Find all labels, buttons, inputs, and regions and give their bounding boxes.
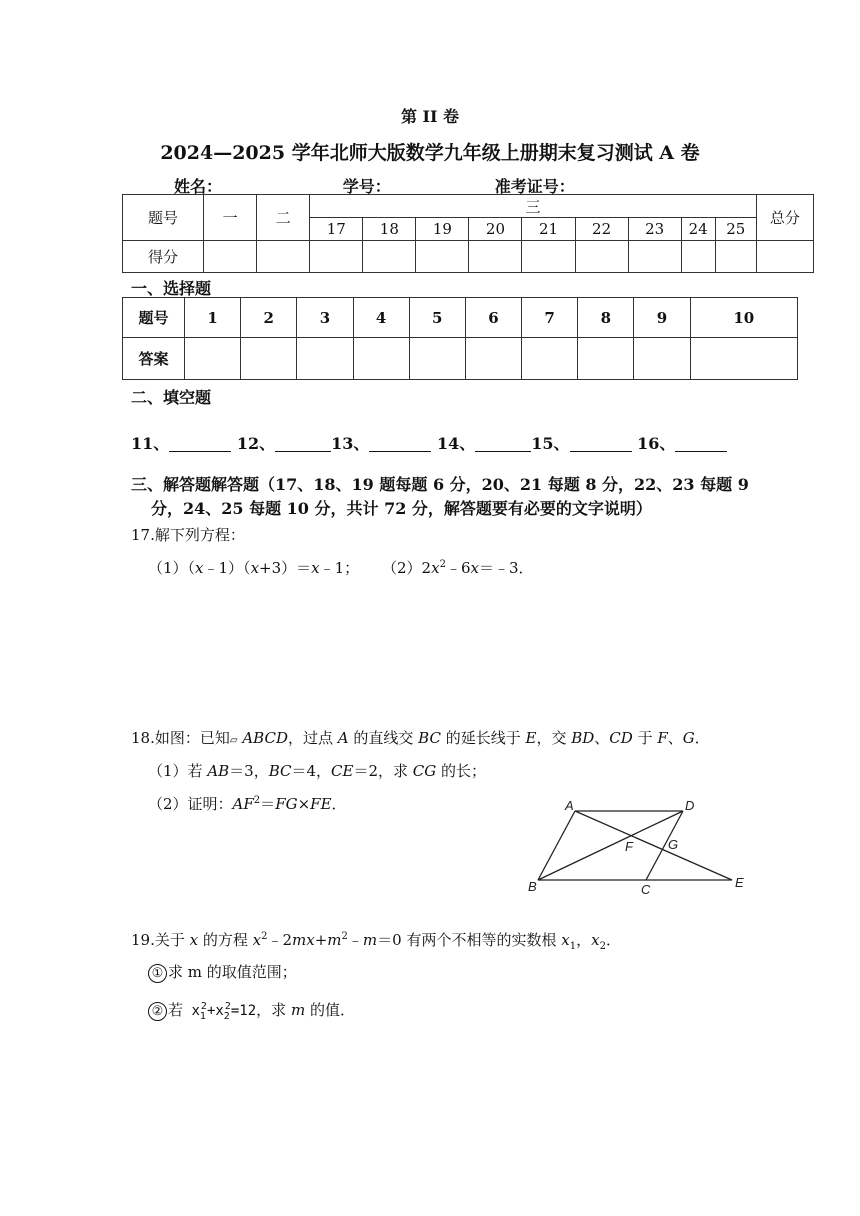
choice-number: 3 — [297, 298, 353, 338]
choice-answer-table — [122, 297, 798, 380]
answer-cell[interactable] — [185, 338, 241, 380]
id-blank[interactable] — [391, 178, 495, 195]
score-cell[interactable] — [363, 241, 416, 273]
choice-number: 2 — [241, 298, 297, 338]
segment-ab — [538, 811, 575, 880]
label-b: B — [528, 879, 537, 894]
label-d: D — [685, 798, 695, 813]
fill-blank-num: 13、 — [331, 434, 370, 453]
exam-no-label: 准考证号： — [494, 177, 575, 196]
label-c: C — [641, 882, 651, 897]
fill-blank[interactable] — [570, 435, 632, 452]
answer-cell[interactable] — [353, 338, 409, 380]
q18-stem: 18.如图：已知▱ ABCD，过点 A 的直线交 BC 的延长线于 E，交 BD、CD 于 F、G． — [131, 729, 710, 747]
parallelogram-figure — [520, 790, 760, 900]
choice-number: 7 — [522, 298, 578, 338]
choice-number: 4 — [353, 298, 409, 338]
answer-cell[interactable] — [241, 338, 297, 380]
choice-number: 5 — [409, 298, 465, 338]
q17-part2: $(2)2x^2﹣6x=﹣3$． — [382, 559, 534, 577]
score-subnum: 25 — [715, 218, 756, 241]
score-subnum: 21 — [522, 218, 575, 241]
fill-blank[interactable] — [675, 435, 727, 452]
choice-number: 10 — [690, 298, 797, 338]
score-table — [122, 194, 814, 273]
name-blank[interactable] — [222, 178, 326, 195]
score-subnum: 17 — [310, 218, 363, 241]
score-subnum: 18 — [363, 218, 416, 241]
q18-part2: （2）证明：$AF^2=FG\times FE$． — [148, 795, 347, 813]
answer-cell[interactable] — [465, 338, 521, 380]
score-cell[interactable] — [469, 241, 522, 273]
score-cell[interactable] — [204, 241, 257, 273]
answer-cell[interactable] — [578, 338, 634, 380]
fill-blank-num: 14、 — [437, 434, 476, 453]
fill-blank-line — [131, 431, 727, 454]
score-cell[interactable] — [628, 241, 681, 273]
q17-part1: （1）（x﹣1）（x+3）＝x﹣1； — [148, 559, 360, 577]
fill-blank-num: 16、 — [637, 434, 676, 453]
label-a: A — [565, 798, 574, 813]
choice-number: 1 — [185, 298, 241, 338]
score-cell[interactable] — [310, 241, 363, 273]
score-header-one: 一 — [204, 195, 257, 241]
fill-blank[interactable] — [275, 435, 331, 452]
score-header-three: 三 — [310, 195, 757, 218]
score-cell[interactable] — [681, 241, 715, 273]
label-g: G — [668, 837, 679, 852]
circled-number: ② — [148, 1002, 167, 1021]
choice-number: 6 — [465, 298, 521, 338]
answer-cell[interactable] — [634, 338, 690, 380]
score-cell[interactable] — [416, 241, 469, 273]
section3-heading-line1: 三、解答题解答题（17、18、19 题每题 6 分，20、21 每题 8 分，22、23 每题 9 — [131, 475, 749, 494]
score-header-two: 二 — [257, 195, 310, 241]
id-label: 学号： — [342, 177, 391, 196]
choice-number: 9 — [634, 298, 690, 338]
answer-cell[interactable] — [690, 338, 797, 380]
fill-blank-num: 11、 — [131, 434, 170, 453]
fill-blank[interactable] — [475, 435, 531, 452]
name-label: 姓名： — [174, 177, 223, 196]
exam-title: 2024—2025 学年北师大版数学九年级上册期末复习测试 A 卷 — [160, 142, 700, 164]
segment-ae — [575, 811, 732, 880]
score-header-tihao: 题号 — [123, 195, 204, 241]
volume-label: 第 II 卷 — [400, 107, 460, 126]
section2-heading: 二、填空题 — [131, 388, 212, 407]
score-subnum: 24 — [681, 218, 715, 241]
score-cell[interactable] — [522, 241, 575, 273]
q19-part1: ① 求 m 的取值范围； — [148, 961, 297, 983]
label-e: E — [735, 875, 744, 890]
choice-row-label: 题号 — [123, 298, 185, 338]
section3-heading-line2: 分，24、25 每题 10 分，共计 72 分，解答题要有必要的文字说明） — [151, 499, 652, 518]
score-cell[interactable] — [715, 241, 756, 273]
score-row-defen: 得分 — [123, 241, 204, 273]
q18-part1: （1）若 AB＝3，BC＝4，CE＝2，求 CG 的长； — [148, 762, 487, 780]
q17-stem: 17.解下列方程： — [131, 526, 245, 544]
q19-part2: ② 若 $x_1^2+x_2^2=12$，求 m 的值． — [148, 999, 355, 1022]
score-cell[interactable] — [756, 241, 813, 273]
circled-number: ① — [148, 964, 167, 983]
answer-cell[interactable] — [409, 338, 465, 380]
fill-blank-num: 15、 — [531, 434, 570, 453]
score-cell[interactable] — [257, 241, 310, 273]
fill-blank-num: 12、 — [236, 434, 276, 453]
score-subnum: 23 — [628, 218, 681, 241]
section1-heading: 一、选择题 — [131, 279, 212, 298]
fill-blank[interactable] — [169, 435, 231, 452]
fill-blank[interactable] — [369, 435, 431, 452]
score-subnum: 20 — [469, 218, 522, 241]
score-subnum: 19 — [416, 218, 469, 241]
label-f: F — [625, 839, 633, 854]
choice-row-label: 答案 — [123, 338, 185, 380]
answer-cell[interactable] — [297, 338, 353, 380]
score-subnum: 22 — [575, 218, 628, 241]
choice-number: 8 — [578, 298, 634, 338]
score-cell[interactable] — [575, 241, 628, 273]
segment-bd — [538, 811, 683, 880]
exam-no-blank[interactable] — [575, 178, 671, 195]
score-header-total: 总分 — [756, 195, 813, 241]
q19-stem: 19.关于 x 的方程 $x^2﹣2mx+m^2﹣m=0$ 有两个不相等的实数根 $x_1$，$x_2$． — [131, 931, 621, 952]
answer-cell[interactable] — [522, 338, 578, 380]
